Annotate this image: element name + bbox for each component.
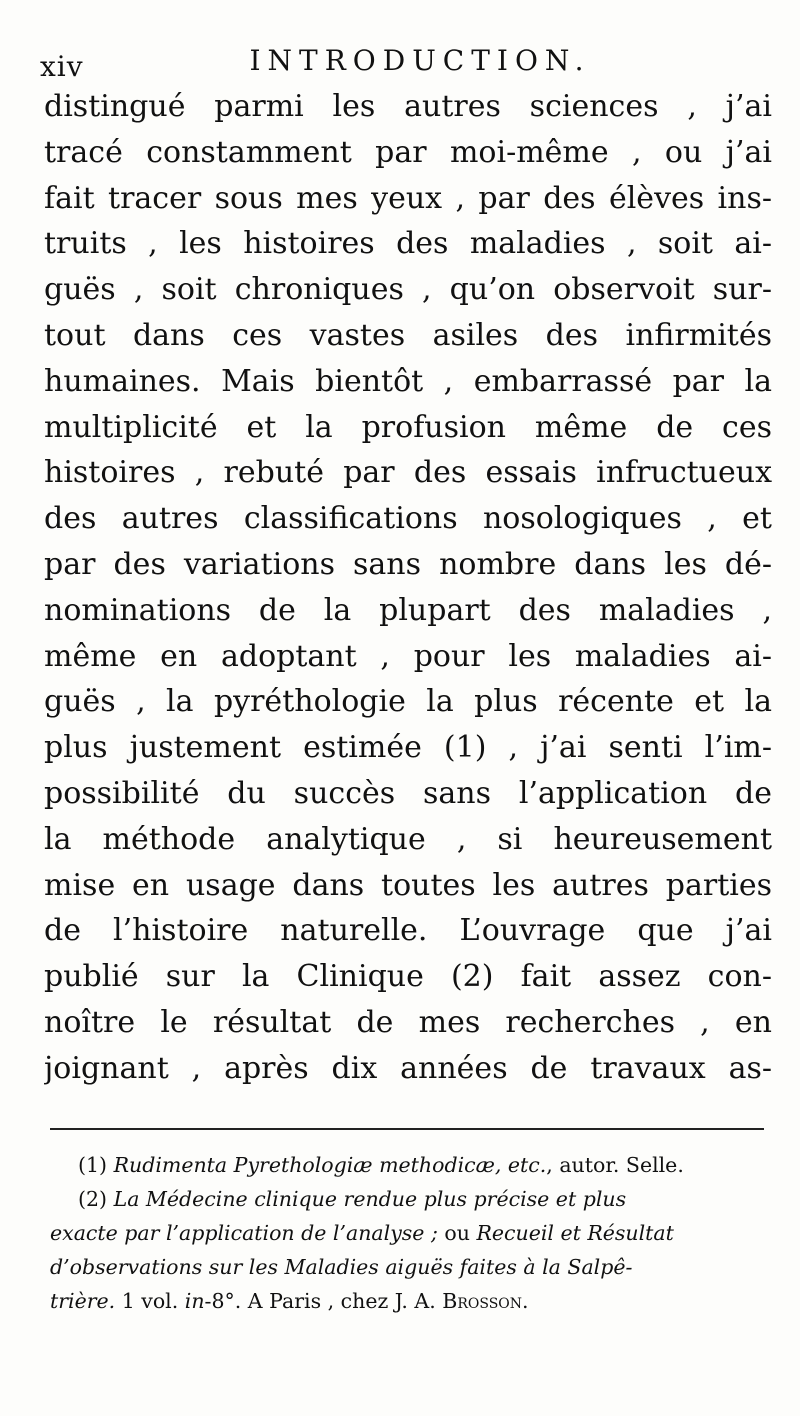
publisher-name: Brosson. <box>442 1289 529 1313</box>
footnote-marker: (2) <box>78 1187 108 1211</box>
footnote-text: in <box>184 1289 205 1313</box>
text-line: possibilité du succès sans l’application de <box>44 775 772 811</box>
footnote-text: Recueil et Résultat <box>476 1221 674 1245</box>
text-line: des autres classifications nosologiques , et <box>44 501 772 537</box>
text-line: tracé constamment par moi-même , ou j’ai <box>44 134 772 170</box>
text-line: fait tracer sous mes yeux , par des élèves ins- <box>44 180 772 216</box>
text-line: par des variations sans nombre dans les dé- <box>44 546 772 582</box>
text-line: tout dans ces vastes asiles des infirmités <box>44 317 772 353</box>
footnote-text: -8°. A Paris , chez J. A. <box>204 1289 443 1313</box>
footnote-text: trière. <box>50 1289 116 1313</box>
text-line: truits , les histoires des maladies , soit ai- <box>44 226 772 262</box>
footnote-text: 1 vol. <box>115 1289 185 1313</box>
footnote-title: Rudimenta Pyrethologiæ methodicæ, etc. <box>113 1153 547 1177</box>
text-line: mise en usage dans toutes les autres parties <box>44 867 772 903</box>
footnotes <box>50 1148 768 1318</box>
footnote-text: , autor. Selle. <box>546 1153 684 1177</box>
running-title: INTRODUCTION. <box>249 44 591 77</box>
text-line: noître le résultat de mes recherches , en <box>44 1004 772 1040</box>
text-line: multiplicité et la profusion même de ces <box>44 409 772 445</box>
footnote-divider <box>50 1128 764 1130</box>
footnote-1 <box>50 1148 768 1182</box>
footnote-2 <box>50 1182 768 1216</box>
text-line: humaines. Mais bientôt , embarrassé par la <box>44 363 772 399</box>
text-line: joignant , après dix années de travaux as- <box>44 1050 772 1086</box>
text-line: guës , soit chroniques , qu’on observoit sur- <box>44 272 772 308</box>
text-line: guës , la pyréthologie la plus récente et la <box>44 684 772 720</box>
text-line: histoires , rebuté par des essais infructueux <box>44 455 772 491</box>
footnote-text: La Médecine clinique rendue plus précise et plus <box>113 1187 627 1211</box>
text-line: plus justement estimée (1) , j’ai senti l’im- <box>44 730 772 766</box>
footnote-2-line-4 <box>50 1284 768 1318</box>
text-line: la méthode analytique , si heureusement <box>44 821 772 857</box>
footnote-2-line-2 <box>50 1216 768 1250</box>
body-text <box>44 84 772 1092</box>
page-number: xiv <box>40 50 84 83</box>
footnote-marker: (1) <box>78 1153 108 1177</box>
footnote-2-line-3 <box>50 1250 768 1284</box>
text-line: distingué parmi les autres sciences , j’ai <box>44 89 772 124</box>
text-line: de l’histoire naturelle. L’ouvrage que j’ai <box>44 913 772 949</box>
footnote-text: d’observations sur les Maladies aiguës faites à la Salpê- <box>50 1255 633 1279</box>
footnote-text: ou <box>437 1221 477 1245</box>
page-header <box>40 40 760 83</box>
text-line: même en adoptant , pour les maladies ai- <box>44 638 772 674</box>
text-line: publié sur la Clinique (2) fait assez con- <box>44 959 772 995</box>
footnote-text: exacte par l’application de l’analyse ; <box>50 1221 438 1245</box>
text-line: nominations de la plupart des maladies , <box>44 592 772 628</box>
